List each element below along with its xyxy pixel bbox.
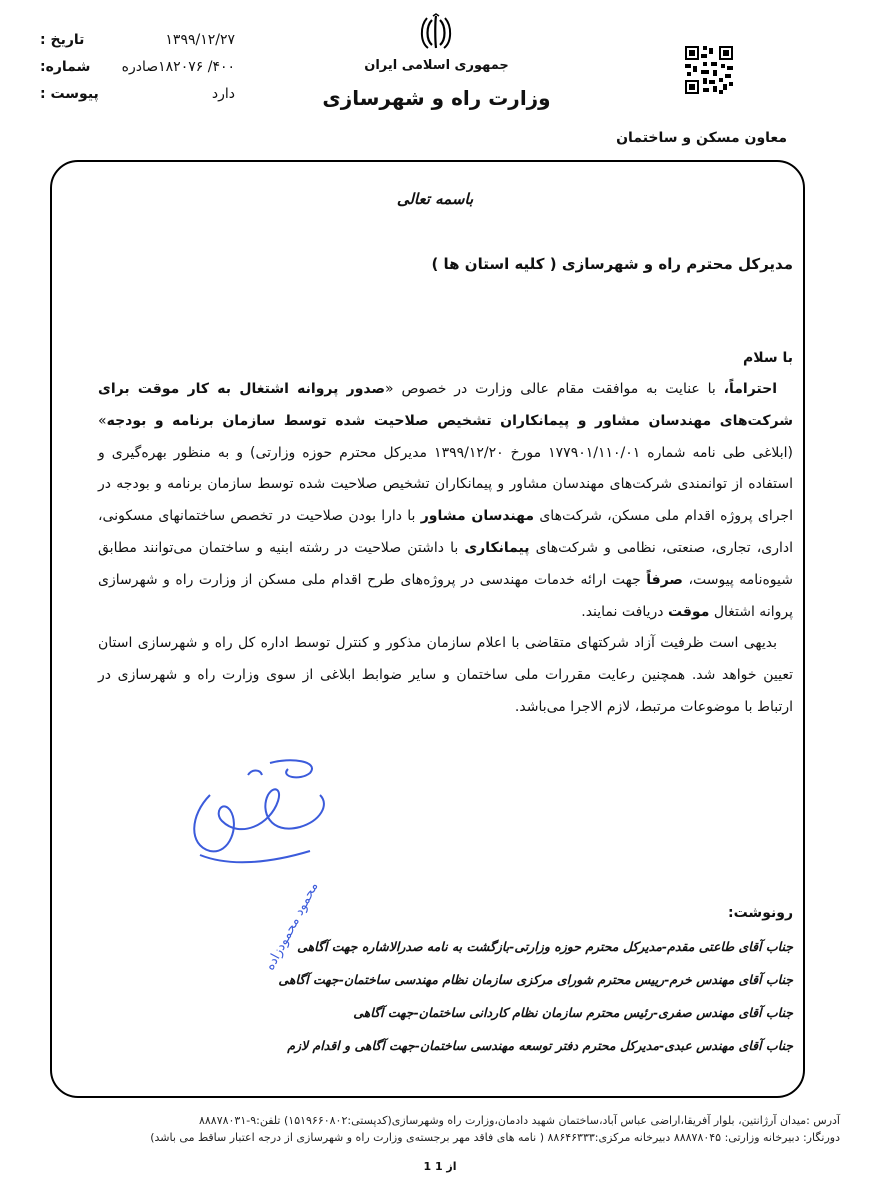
date-value: ۱۳۹۹/۱۲/۲۷ bbox=[165, 31, 235, 48]
addressee: مدیرکل محترم راه و شهرسازی ( کلیه استان ها ) bbox=[431, 255, 793, 273]
p1-text-b: با عنایت به موافقت مقام عالی وزارت در خصوص « bbox=[385, 381, 724, 397]
contractor-bold: پیمانکاری bbox=[464, 539, 530, 556]
signature-icon bbox=[170, 755, 350, 973]
footer-address: آدرس :میدان آرژانتین، بلوار آفریقا،اراضی عباس آباد،ساختمان شهید دادمان،وزارت راه وشهرسازی(کدپستی:۱۵۱۹۶۶۰۸۰۲) تلفن:۹-۸۸۸۷۸۰۳۱ bbox=[198, 1114, 840, 1127]
p1-text-d: » (ابلاغی طی نامه شماره ۱۷۷۹۰۱/۱۱۰/۰۱ مورخ ۱۳۹۹/۱۲/۲۰ مدیرکل محترم حوزه وزارتی) و به منظور بهره‌گیری و استفاده از توانمندی شرکت‌های مهندسان مشاور و پیمانکاران تشخیص صلاحیت شده توسط سازمان برنامه و بودجه در اجرای پروژه اقدام ملی مسکن، شرکت‌های bbox=[98, 412, 793, 525]
iran-emblem-icon bbox=[418, 14, 454, 52]
paragraph-1 bbox=[98, 374, 793, 628]
attachment-value: دارد bbox=[211, 85, 235, 102]
date-label: تاریخ : bbox=[40, 31, 85, 48]
footer bbox=[20, 1112, 840, 1146]
temporary-bold: موقت bbox=[667, 603, 710, 620]
subject-bold: صدور پروانه اشتغال به کار موقت برای شرکت‌های مهندسان مشاور و پیمانکاران تشخیص صلاحیت شده توسط سازمان برنامه و بودجه bbox=[98, 381, 793, 429]
number-label: شماره: bbox=[40, 58, 91, 75]
letter-body bbox=[98, 374, 793, 724]
country-name: جمهوری اسلامی ایران bbox=[364, 58, 509, 73]
p1-text-j: جهت ارائه خدمات مهندسی در پروژه‌های طرح اقدام ملی مسکن از وزارت راه و شهرسازی پروانه اشتغال bbox=[98, 571, 793, 620]
salutation: با سلام bbox=[742, 350, 793, 366]
cc-item: جناب آقای مهندس صفری-رئیس محترم سازمان نظام کاردانی ساختمان-جهت آگاهی bbox=[353, 1005, 793, 1020]
cc-item: جناب آقای مهندس عبدی-مدیرکل محترم دفتر توسعه مهندسی ساختمان-جهت آگاهی و اقدام لازم bbox=[287, 1038, 793, 1053]
number-row bbox=[40, 53, 235, 80]
ministry-name: وزارت راه و شهرسازی bbox=[322, 86, 551, 110]
page-number: 1 از 1 bbox=[423, 1160, 457, 1173]
signer-name: محمود محمودزاده bbox=[262, 879, 322, 973]
p1-text-l: دریافت نمایند. bbox=[581, 603, 668, 620]
date-row bbox=[40, 26, 235, 53]
bismillah: باسمه تعالی bbox=[396, 190, 474, 208]
cc-item: جناب آقای مهندس خرم-رییس محترم شورای مرکزی سازمان نظام مهندسی ساختمان-جهت آگاهی bbox=[278, 972, 793, 987]
cc-heading: رونوشت: bbox=[728, 905, 793, 921]
cc-item: جناب آقای طاعتی مقدم-مدیرکل محترم حوزه وزارتی-بازگشت به نامه صدرالاشاره جهت آگاهی bbox=[297, 939, 793, 954]
footer-fax: دورنگار: دبیرخانه وزارتی: ۸۸۸۷۸۰۴۵ دبیرخانه مرکزی:۸۸۶۴۶۳۳۳ ( نامه های فاقد مهر برجسته‌ی وزارت راه و شهرسازی از درجه اعتبار ساقط می باشد) bbox=[150, 1131, 840, 1144]
p1-text-f: با دارا بودن صلاحیت در تخصص ساختمانهای مسکونی، اداری، تجاری، صنعتی، نظامی و شرکت‌های bbox=[98, 508, 793, 556]
only-bold: صرفاً bbox=[646, 571, 683, 588]
consulting-bold: مهندسان مشاور bbox=[420, 508, 535, 525]
deputy-title: معاون مسکن و ساختمان bbox=[616, 130, 787, 146]
cc-list bbox=[153, 930, 793, 1062]
greeting-word: احتراماً، bbox=[723, 381, 778, 397]
letter-meta bbox=[40, 26, 235, 107]
qr-code-icon bbox=[683, 44, 735, 96]
number-value: ۴۰۰/ ۱۸۲۰۷۶صادره bbox=[121, 58, 235, 75]
attachment-label: پیوست : bbox=[40, 85, 99, 102]
attachment-row bbox=[40, 80, 235, 107]
p1-text-h: با داشتن صلاحیت در رشته ابنیه و ساختمان می‌توانند مطابق شیوه‌نامه پیوست، bbox=[98, 539, 793, 588]
paragraph-2: بدیهی است ظرفیت آزاد شرکتهای متقاضی با اعلام سازمان مذکور و کنترل توسط اداره کل راه و شهرسازی استان تعیین خواهد شد. همچنین رعایت مقررات ملی ساختمان و سایر ضوابط ابلاغی از سوی وزارت راه و شهرسازی در ارتباط با موضوعات مرتبط، لازم الاجرا می‌باشد. bbox=[98, 635, 793, 715]
